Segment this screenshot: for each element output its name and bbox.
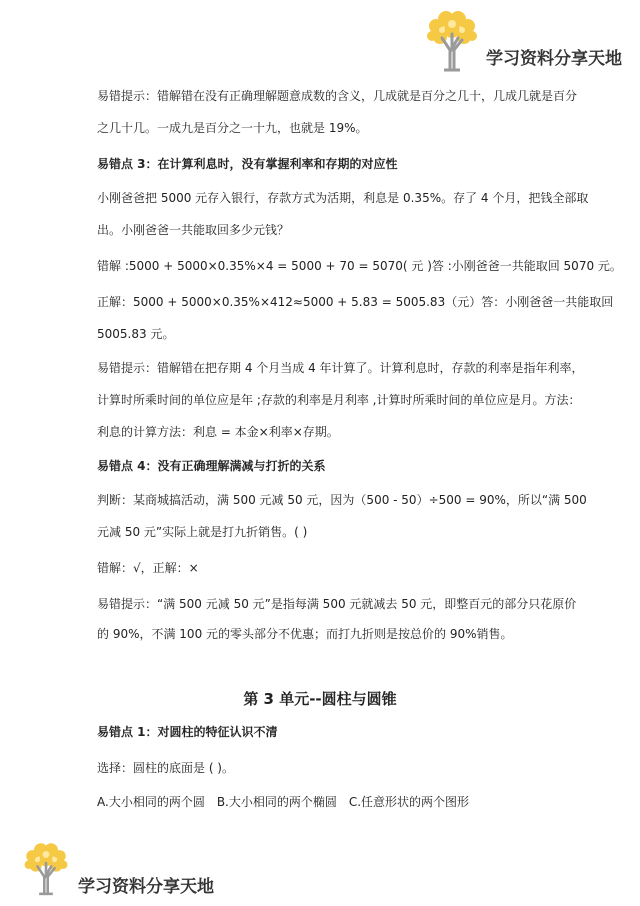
tip4-line1: 易错提示：“满 500 元减 50 元”是指每满 500 元就减去 50 元，即整百元的部分只花原价 [97,597,577,611]
q3-line1: 小刚爸爸把 5000 元存入银行，存款方式为活期，利息是 0.35%。存了 4 个月，把钱全部取 [97,191,589,205]
u3-options: A.大小相同的两个圆 B.大小相同的两个椭圆 C.任意形状的两个图形 [97,795,470,809]
right3-line2: 5005.83 元。 [97,327,175,341]
q4-line1: 判断：某商城搞活动，满 500 元减 50 元，因为（500 - 50）÷500 = 90%，所以“满 500 [97,493,587,507]
tip1-line1: 易错提示：错解错在没有正确理解题意成数的含义，几成就是百分之几十，几成几就是百分 [97,89,578,103]
point4-title: 易错点 4：没有正确理解满减与打折的关系 [97,459,326,473]
unit3-title: 第 3 单元--圆柱与圆锥 [243,690,397,708]
tip3-line2: 计算时所乘时间的单位应是年 ;存款的利率是月利率 ,计算时所乘时间的单位应是月。方法： [97,393,581,407]
q4-line2: 元减 50 元”实际上就是打九折销售。( ) [97,525,308,539]
wrong4: 错解：√，正解：× [97,561,199,575]
tip3-line1: 易错提示：错解错在把存期 4 个月当成 4 年计算了。计算利息时，存款的利率是指年利率， [97,361,584,375]
tree-icon [424,10,480,72]
u3-q1: 选择：圆柱的底面是 ( )。 [97,761,234,775]
point3-title: 易错点 3：在计算利息时，没有掌握利率和存期的对应性 [97,157,398,171]
tip4-line2: 的 90%，不满 100 元的零头部分不优惠；而打九折则是按总价的 90%销售。 [97,627,513,641]
u3-point1-title: 易错点 1：对圆柱的特征认识不清 [97,725,278,739]
header-brand: 学习资料分享天地 [486,49,622,69]
q3-line2: 出。小刚爸爸一共能取回多少元钱？ [97,223,290,237]
wrong3: 错解 :5000 + 5000×0.35%×4 = 5000 + 70 = 5070( 元 )答 :小刚爸爸一共能取回 5070 元。 [97,259,622,273]
footer-brand: 学习资料分享天地 [78,877,214,897]
right3-line1: 正解：5000 + 5000×0.35%×412≈5000 + 5.83 = 5005.83（元）答：小刚爸爸一共能取回 [97,295,614,309]
tree-icon [22,842,70,896]
tip1-line2: 之几十几。一成九是百分之一十九，也就是 19%。 [97,121,368,135]
tip3-line3: 利息的计算方法：利息 = 本金×利率×存期。 [97,425,339,439]
